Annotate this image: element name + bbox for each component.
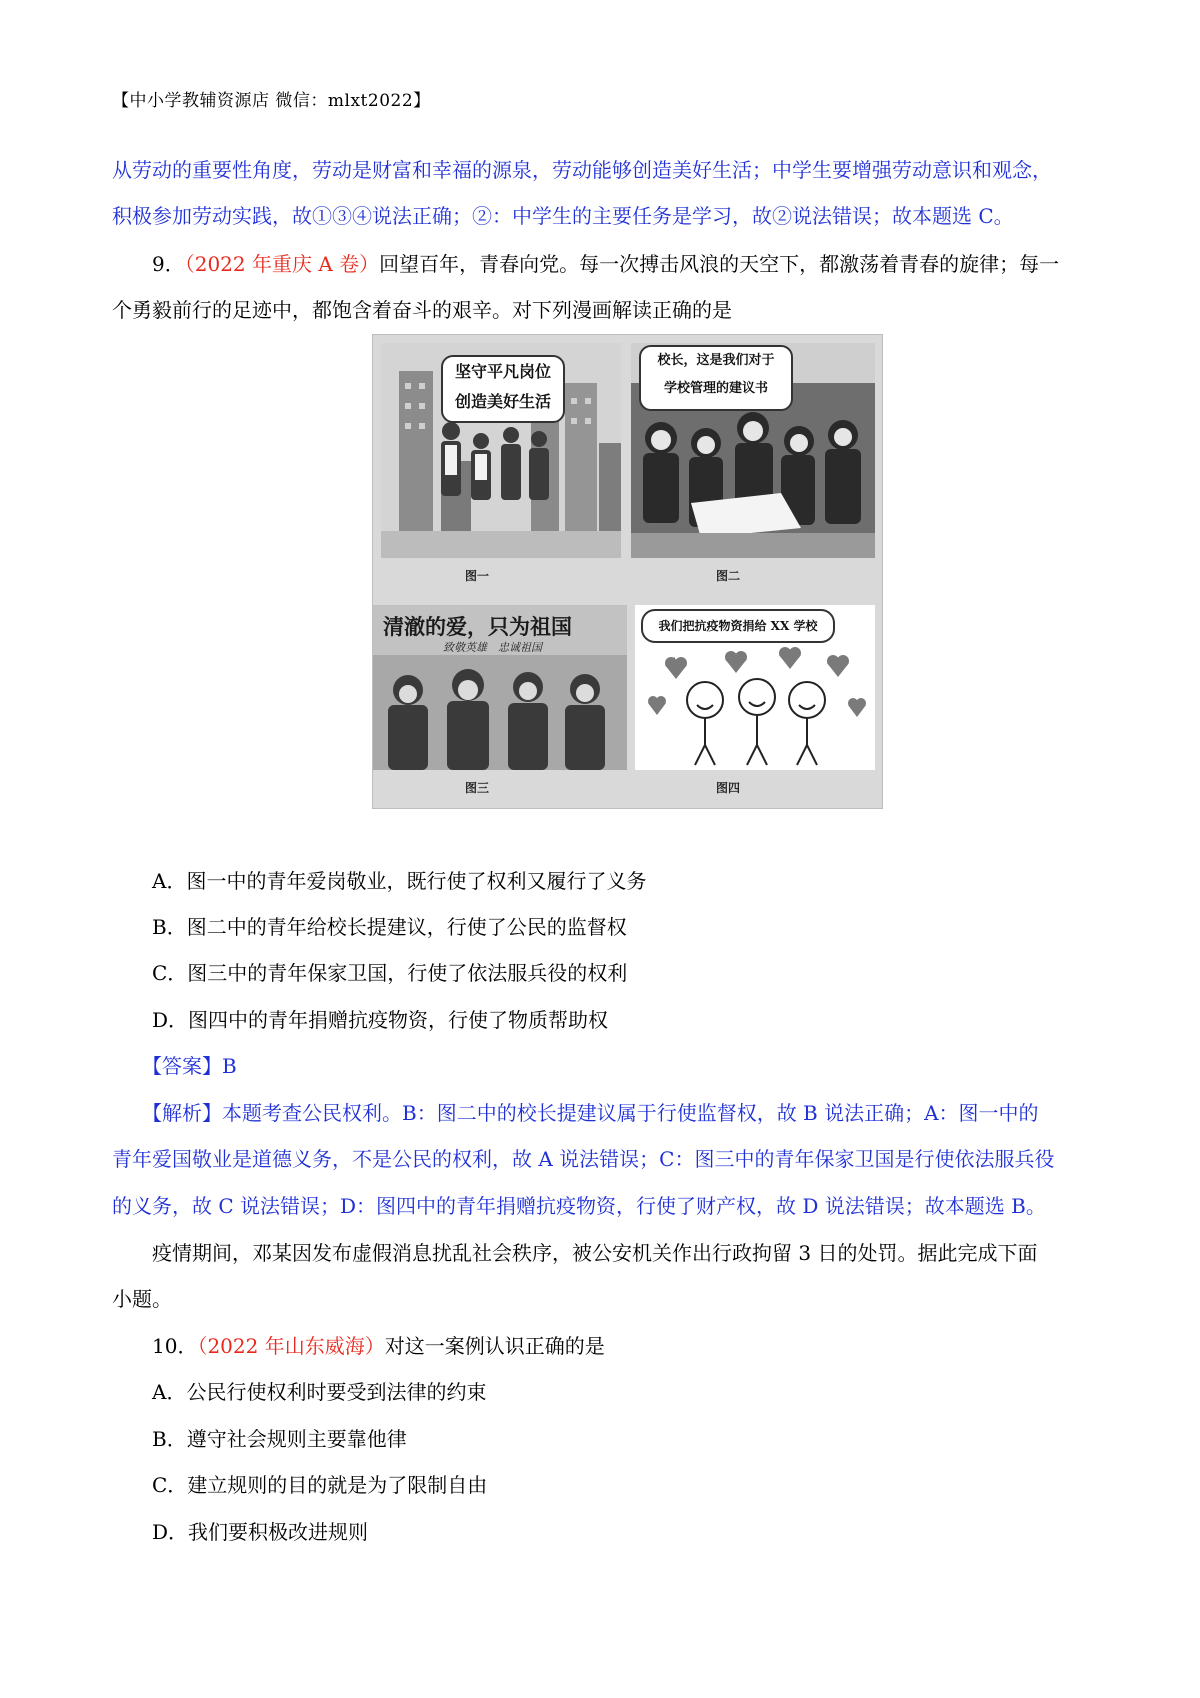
question-9-analysis-line-1 — [142, 1099, 1039, 1127]
question-10-stem-text: 对这一案例认识正确的是 — [384, 1334, 605, 1358]
panel-2-photo — [631, 343, 875, 558]
material-intro-line-2: 小题。 — [112, 1287, 172, 1311]
caption-figure-3: 图三 — [465, 781, 490, 795]
caption-figure-4: 图四 — [716, 781, 741, 795]
question-9-source: （2022 年重庆 A 卷） — [184, 252, 380, 276]
question-9-option-a: A．图一中的青年爱岗敬业，既行使了权利又履行了义务 — [152, 869, 647, 893]
caption-figure-2: 图二 — [716, 569, 741, 583]
question-10-stem — [152, 1332, 605, 1360]
answer-label: 【答案】 — [142, 1054, 222, 1078]
question-9-stem — [152, 250, 1059, 278]
panel-1-speech-bubble — [441, 355, 565, 423]
question-9-number: 9． — [152, 252, 185, 276]
prev-analysis-line-1: 从劳动的重要性角度，劳动是财富和幸福的源泉，劳动能够创造美好生活；中学生要增强劳动意识和观念， — [112, 158, 1052, 182]
question-9-option-c: C．图三中的青年保家卫国，行使了依法服兵役的权利 — [152, 961, 628, 985]
caption-figure-1: 图一 — [465, 569, 490, 583]
question-9-option-b: B．图二中的青年给校长提建议，行使了公民的监督权 — [152, 915, 627, 939]
question-10-source: （2022 年山东威海） — [197, 1334, 385, 1358]
question-9-stem-text-1: 回望百年，青春向党。每一次搏击风浪的天空下，都激荡着青春的旋律；每一 — [379, 252, 1060, 276]
answer-value: B — [222, 1054, 237, 1078]
material-intro-line-1: 疫情期间，邓某因发布虚假消息扰乱社会秩序，被公安机关作出行政拘留 3 日的处罚。据此完成下面 — [152, 1241, 1038, 1265]
analysis-text-1: 本题考查公民权利。B：图二中的校长提建议属于行使监督权，故 B 说法正确；A：图一中的 — [222, 1101, 1039, 1125]
question-9-option-d: D．图四中的青年捐赠抗疫物资，行使了物质帮助权 — [152, 1008, 609, 1032]
page-header: 【中小学教辅资源店 微信：mlxt2022】 — [112, 91, 431, 111]
panel-2-bubble-line-1: 校长，这是我们对于 — [657, 353, 775, 368]
analysis-label: 【解析】 — [142, 1101, 222, 1125]
panel-1-illustration — [381, 343, 621, 558]
question-10-number: 10． — [152, 1334, 198, 1358]
panel-2-bubble-line-2: 学校管理的建议书 — [663, 381, 768, 396]
panel-3-title: 清澈的爱，只为祖国 — [383, 614, 572, 639]
panel-3-photo — [373, 605, 627, 770]
panel-3-subtitle: 致敬英雄 忠诚祖国 — [443, 641, 542, 654]
panel-4-speech-bubble: 我们把抗疫物资捐给 XX 学校 — [641, 609, 835, 643]
panel-1-bubble-line-2: 创造美好生活 — [454, 392, 551, 411]
panel-1-bubble-line-1: 坚守平凡岗位 — [454, 362, 551, 381]
question-10-option-d: D．我们要积极改进规则 — [152, 1520, 369, 1544]
question-10-option-a: A．公民行使权利时要受到法律的约束 — [152, 1380, 487, 1404]
question-10-option-b: B．遵守社会规则主要靠他律 — [152, 1427, 407, 1451]
panel-2-speech-bubble — [639, 345, 793, 411]
question-9-stem-text-2: 个勇毅前行的足迹中，都饱含着奋斗的艰辛。对下列漫画解读正确的是 — [112, 298, 732, 322]
panel-4-illustration — [635, 605, 875, 770]
prev-analysis-line-2: 积极参加劳动实践，故①③④说法正确；②：中学生的主要任务是学习，故②说法错误；故本题选 C。 — [112, 204, 1014, 228]
question-10-option-c: C．建立规则的目的就是为了限制自由 — [152, 1473, 488, 1497]
cartoon-figure — [372, 334, 883, 809]
question-9-analysis-line-2: 青年爱国敬业是道德义务，不是公民的权利，故 A 说法错误；C：图三中的青年保家卫国是行使依法服兵役 — [112, 1147, 1055, 1171]
question-9-analysis-line-3: 的义务，故 C 说法错误；D：图四中的青年捐赠抗疫物资，行使了财产权，故 D 说法错误；故本题选 B。 — [112, 1194, 1046, 1218]
question-9-answer — [142, 1052, 237, 1080]
